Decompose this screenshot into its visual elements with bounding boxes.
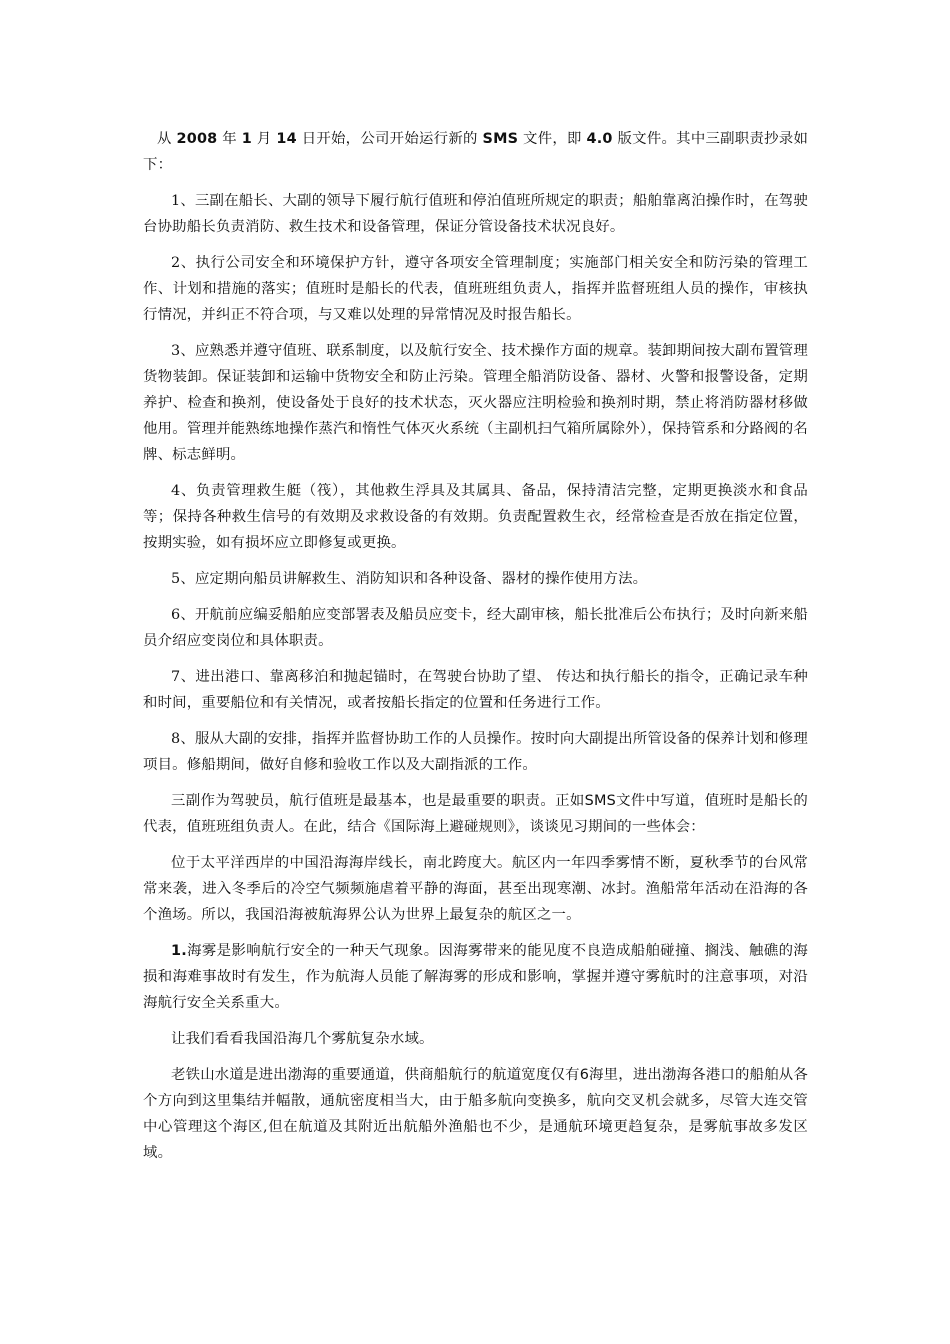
duty-2: 2、执行公司安全和环境保护方针，遵守各项安全管理制度；实施部门相关安全和防污染的管理工作、计划和措施的落实；值班时是船长的代表，值班班组负责人，指挥并监督班组人员的操作，审核执行情况，并纠正不符合项，与又难以处理的异常情况及时报告船长。 [143, 255, 808, 323]
tieshan-paragraph [143, 1062, 808, 1166]
tieshan-text-2: 海里，进出渤海各港口的船舶从各个方向到这里集结并幅散，通航密度相当大，由于船多航向变换多，航向交叉机会就多，尽管大连交管中心管理这个海区,但在航道及其附近出航船外渔船也不少，是通航环境更趋复杂，是雾航事故多发区域。 [143, 1067, 808, 1161]
region-paragraph: 位于太平洋西岸的中国沿海海岸线长，南北跨度大。航区内一年四季雾情不断，夏秋季节的台风常常来袭，进入冬季后的冷空气频频施虐着平静的海面，甚至出现寒潮、冰封。渔船常年活动在沿海的各个渔场。所以，我国沿海被航海界公认为世界上最复杂的航区之一。 [143, 855, 808, 923]
reflection-sms: SMS [584, 793, 616, 809]
fog-number: 1. [171, 943, 187, 959]
reflection-text-2: 文件中写道，值班时是船长的代表，值班班组负责人。在此，结合《国际海上避碰规则》，谈谈见习期间的一些体会： [143, 793, 808, 835]
intro-month: 1 [241, 131, 252, 147]
reflection-text-1: 三副作为驾驶员，航行值班是最基本，也是最重要的职责。正如 [171, 793, 585, 809]
intro-version: 4.0 [586, 131, 613, 147]
duty-1: 1、三副在船长、大副的领导下履行航行值班和停泊值班所规定的职责；船舶靠离泊操作时，在驾驶台协助船长负责消防、救生技术和设备管理，保证分管设备技术状况良好。 [143, 193, 808, 235]
intro-text-3: 月 [256, 131, 272, 147]
look-paragraph: 让我们看看我国沿海几个雾航复杂水域。 [171, 1031, 434, 1047]
intro-sms: SMS [482, 131, 519, 147]
tieshan-width: 6 [579, 1067, 590, 1083]
intro-text-5: 文件，即 [523, 131, 582, 147]
intro-day: 14 [276, 131, 297, 147]
duty-3: 3、应熟悉并遵守值班、联系制度，以及航行安全、技术操作方面的规章。装卸期间按大副布置管理货物装卸。保证装卸和运输中货物安全和防止污染。管理全船消防设备、器材、火警和报警设备，定期养护、检查和换剂，使设备处于良好的技术状态，灭火器应注明检验和换剂时期，禁止将消防器材移做他用。管理并能熟练地操作蒸汽和惰性气体灭火系统（主副机扫气箱所属除外），保持管系和分路阀的名牌、标志鲜明。 [143, 343, 808, 463]
intro-text-1: 从 [157, 131, 172, 147]
duty-6: 6、开航前应编妥船舶应变部署表及船员应变卡，经大副审核，船长批准后公布执行；及时向新来船员介绍应变岗位和具体职责。 [143, 607, 808, 649]
fog-text: 海雾是影响航行安全的一种天气现象。因海雾带来的能见度不良造成船舶碰撞、搁浅、触礁的海损和海难事故时有发生，作为航海人员能了解海雾的形成和影响，掌握并遵守雾航时的注意事项，对沿海航行安全关系重大。 [143, 943, 808, 1011]
duty-4: 4、负责管理救生艇（筏），其他救生浮具及其属具、备品，保持清洁完整，定期更换淡水和食品等；保持各种救生信号的有效期及求救设备的有效期。负责配置救生衣，经常检查是否放在指定位置，按期实验，如有损坏应立即修复或更换。 [143, 483, 808, 551]
duty-5: 5、应定期向船员讲解救生、消防知识和各种设备、器材的操作使用方法。 [171, 571, 648, 587]
duty-7: 7、进出港口、靠离移泊和抛起锚时，在驾驶台协助了望、 传达和执行船长的指令，正确记录车种和时间，重要船位和有关情况，或者按船长指定的位置和任务进行工作。 [143, 669, 808, 711]
reflection-paragraph [143, 788, 808, 840]
duty-8: 8、服从大副的安排，指挥并监督协助工作的人员操作。按时向大副提出所管设备的保养计划和修理项目。修船期间，做好自修和验收工作以及大副指派的工作。 [143, 731, 808, 773]
tieshan-text-1: 老铁山水道是进出渤海的重要通道，供商船航行的航道宽度仅有 [171, 1067, 580, 1083]
intro-text-4: 日开始，公司开始运行新的 [301, 131, 478, 147]
intro-text-6: 版文件。其中三副职责抄录如下： [143, 131, 809, 173]
document-page [143, 126, 808, 1176]
intro-paragraph [143, 126, 808, 178]
intro-text-2: 年 [222, 131, 237, 147]
fog-paragraph [143, 938, 808, 1016]
intro-year: 2008 [176, 131, 218, 147]
